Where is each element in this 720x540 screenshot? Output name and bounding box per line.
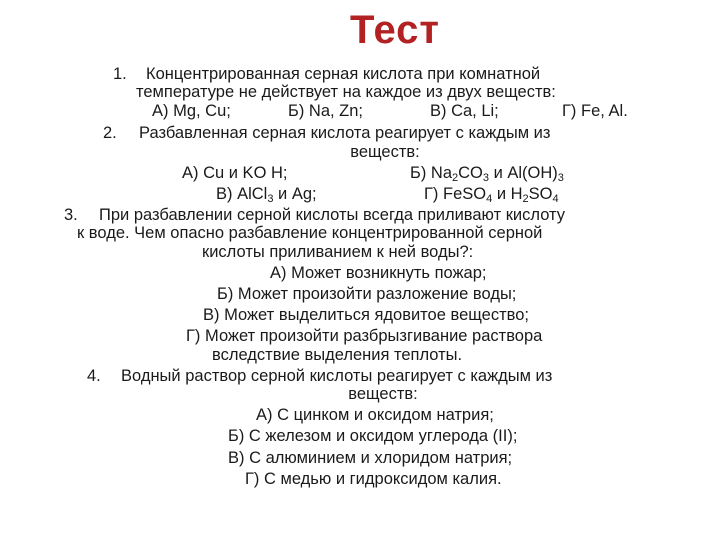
q3-option-a: А) Может возникнуть пожар; (270, 264, 487, 282)
question-3-text-cont-2: кислоты приливанием к ней воды?: (202, 243, 474, 261)
q2-option-d: Г) FeSO$_4$ и $H_2SO_4$ (424, 185, 559, 205)
question-1-number: 1. (113, 65, 127, 83)
question-3-number: 3. (64, 206, 78, 224)
question-2-text: Разбавленная серная кислота реагирует с каждым из (139, 124, 551, 142)
q4-option-b: Б) С железом и оксидом углерода (II); (228, 427, 518, 445)
question-2-line-2 (0, 142, 720, 162)
q1-option-d: Г) Fe, Al. (562, 102, 628, 120)
q2-option-b: Б) $Na_2CO_3$ и $Al(OH)_3$ (410, 164, 564, 184)
q4-option-a: А) С цинком и оксидом натрия; (256, 406, 494, 424)
question-4-line-2 (0, 384, 720, 404)
question-1-text: Концентрированная серная кислота при комнатной (146, 65, 541, 83)
question-3-text: При разбавлении серной кислоты всегда приливают кислоту (99, 206, 566, 224)
q3-option-d: Г) Может произойти разбрызгивание раствора (186, 327, 543, 345)
q3-option-d-cont: вследствие выделения теплоты. (212, 346, 463, 364)
question-1-text-cont: температуре не действует на каждое из двух веществ: (136, 83, 556, 101)
question-4-text-cont: веществ: (348, 385, 418, 403)
q1-option-a: А) Mg, Cu; (152, 102, 231, 120)
question-4-number: 4. (87, 367, 101, 385)
q3-option-b: Б) Может произойти разложение воды; (217, 285, 517, 303)
question-2-text-cont: веществ: (350, 143, 420, 161)
page-title: Тест (350, 8, 440, 52)
q1-option-b: Б) Na, Zn; (288, 102, 364, 120)
q3-option-c: В) Может выделиться ядовитое вещество; (203, 306, 529, 324)
question-2-number: 2. (103, 124, 117, 142)
q4-option-d: Г) С медью и гидроксидом калия. (245, 470, 502, 488)
question-3-text-cont: к воде. Чем опасно разбавление концентрированной серной (77, 224, 543, 242)
q2-option-c: В) AlCl$_3$ и Ag; (216, 185, 317, 205)
q1-option-c: В) Ca, Li; (430, 102, 499, 120)
q2-option-a: А) Cu и KO H; (182, 164, 288, 182)
question-4-text: Водный раствор серной кислоты реагирует с каждым из (121, 367, 553, 385)
q4-option-c: В) С алюминием и хлоридом натрия; (228, 449, 513, 467)
